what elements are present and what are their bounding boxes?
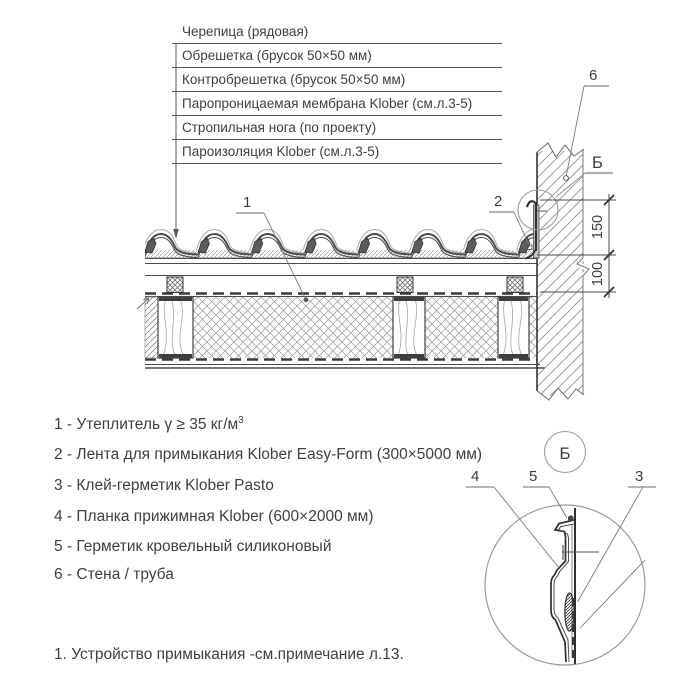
legend-item-4-text: 4 - Планка прижимная Klober (600×2000 мм) (54, 508, 374, 525)
legend-item-3 (54, 477, 274, 495)
legend-item-1 (54, 415, 244, 434)
layer-label-rafter: Стропильная нога (по проекту) (172, 118, 502, 140)
detail-view (485, 432, 645, 666)
insulation-layer (137, 297, 537, 358)
detail-title-letter: Б (559, 444, 571, 463)
rafter (158, 297, 193, 358)
callout-6-label: 6 (589, 67, 598, 84)
dimension-100: 100 (590, 261, 606, 287)
dimension-150: 150 (590, 214, 606, 240)
note-text: 1. Устройство примыкания -см.примечание л.13. (54, 646, 404, 663)
wall (536, 139, 589, 405)
legend-item-1-text: 1 - Утеплитель γ ≥ 35 кг/м (54, 416, 239, 434)
layer-label-counter-batten: Контробрешетка (брусок 50×50 мм) (172, 70, 502, 92)
callout-3-glue-sealant (578, 468, 657, 628)
legend-item-1-sup: 3 (238, 415, 244, 426)
legend-item-2 (54, 446, 482, 464)
layer-label-batten: Обрешетка (брусок 50×50 мм) (172, 46, 502, 68)
callout-4-plank (466, 468, 559, 568)
legend-item-6 (54, 566, 174, 584)
callout-4-label: 4 (471, 468, 480, 485)
callout-1-insulation (236, 194, 308, 302)
legend-item-4 (54, 508, 374, 526)
legend-item-5 (54, 538, 331, 556)
detail-top-sealant (568, 515, 574, 521)
callout-2-label: 2 (494, 193, 503, 210)
layer-label-tile: Черепица (рядовая) (172, 22, 502, 44)
detail-glue-sealant (565, 593, 574, 631)
legend-item-6-text: 6 - Стена / труба (54, 566, 174, 583)
callout-5-label: 5 (529, 468, 538, 485)
detail-marker-label: Б (592, 154, 603, 172)
legend-item-5-text: 5 - Герметик кровельный силиконовый (54, 538, 332, 555)
layer-label-membrane: Паропроницаемая мембрана Klober (см.л.3-5) (172, 94, 502, 116)
legend-item-3-text: 3 - Клей-герметик Klober Pasto (54, 477, 274, 494)
callout-1-label: 1 (243, 194, 252, 211)
rafter (393, 297, 425, 358)
counter-batten-blocks (167, 277, 523, 293)
rafter (498, 297, 529, 358)
layer-label-vapor-barrier: Пароизоляция Klober (см.л.3-5) (172, 142, 502, 164)
legend-item-2-text: 2 - Лента для примыкания Klober Easy-Form (300×5000 мм) (54, 446, 483, 463)
callout-3-label: 3 (635, 468, 644, 485)
callout-5-roof-sealant (523, 468, 567, 518)
roof-tiles (143, 230, 572, 258)
